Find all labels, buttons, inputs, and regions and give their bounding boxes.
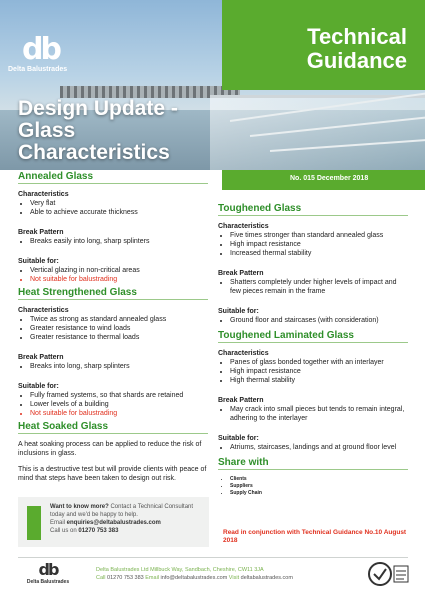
list-item: • Increased thermal stability [230, 249, 408, 258]
callout-lead: Want to know more? [50, 504, 109, 510]
footer-info [96, 566, 356, 582]
callout-call-label: Call us on [50, 528, 79, 534]
toughened-suitable-label: Suitable for: [218, 308, 259, 315]
toughened-break-label: Break Pattern [218, 270, 264, 277]
not-suitable-warning: • Not suitable for balustrading [30, 409, 208, 418]
list-item: • Supply Chain [230, 490, 408, 497]
footer-divider [18, 557, 408, 558]
list-item: • Clients [230, 476, 408, 483]
list-item: • Greater resistance to thermal loads [30, 333, 208, 342]
footer-logo-mark: db [38, 560, 58, 579]
list-item: • Vertical glazing in non-critical areas [30, 266, 208, 275]
list-item: • Shatters completely under higher levels of impact and few pieces remain in the frame [230, 278, 408, 296]
hero-glass-balustrade [210, 95, 425, 170]
page-title-line1: Technical [307, 24, 407, 49]
list-item: • Lower levels of a building [30, 400, 208, 409]
list-item: • Able to achieve accurate thickness [30, 208, 208, 217]
laminated-title: Toughened Laminated Glass [218, 331, 408, 343]
heat-soaked-title: Heat Soaked Glass [18, 422, 208, 434]
footer-email-label: Email [143, 575, 161, 581]
list-item: • Atriums, staircases, landings and at ground floor level [230, 443, 408, 452]
list-item: • Breaks into long, sharp splinters [30, 362, 208, 371]
laminated-break-list [218, 405, 408, 423]
list-item: • Suppliers [230, 483, 408, 490]
heat-strengthened-break-label: Break Pattern [18, 354, 64, 361]
reference-note: Read in conjunction with Technical Guidance No.10 August 2018 [223, 529, 407, 544]
heat-strengthened-suitable-list [18, 391, 208, 418]
heat-strengthened-characteristics-list [18, 315, 208, 342]
laminated-suitable-label: Suitable for: [218, 435, 259, 442]
footer-visit-label: Visit [227, 575, 241, 581]
callout-accent-bar [27, 506, 41, 540]
list-item: • High impact resistance [230, 367, 408, 376]
footer-call-label: Call [96, 575, 108, 581]
list-item: • Breaks easily into long, sharp splinters [30, 237, 208, 246]
not-suitable-warning: • Not suitable for balustrading [30, 275, 208, 284]
laminated-suitable-list [218, 443, 408, 452]
footer-logo [22, 560, 74, 590]
issue-bar [222, 170, 425, 190]
list-item: • High impact resistance [230, 240, 408, 249]
contact-callout [18, 497, 209, 547]
share-list [218, 476, 408, 497]
heat-strengthened-suitable-label: Suitable for: [18, 383, 59, 390]
hero-title: Design Update - Glass Characteristics [18, 97, 178, 164]
list-item: • May crack into small pieces but tends to remain integral, adhering to the interlayer [230, 405, 408, 423]
heat-strengthened-break-list [18, 362, 208, 371]
toughened-characteristics-list [218, 231, 408, 258]
issue-number: No. 015 December 2018 [290, 175, 369, 182]
brand-logo [0, 0, 84, 90]
hero-banner [0, 0, 425, 170]
list-item: • Panes of glass bonded together with an interlayer [230, 358, 408, 367]
heat-strengthened-characteristics-label: Characteristics [18, 307, 69, 314]
toughened-break-list [218, 278, 408, 296]
footer-address: Delta Balustrades Ltd Millbuck Way, Sandbach, Cheshire, CW11 3JA [96, 567, 264, 573]
certification-badge-icon [366, 560, 410, 588]
callout-phone-link[interactable]: 01270 753 383 [78, 528, 119, 534]
footer-contacts [96, 574, 356, 582]
footer-phone-link[interactable]: 01270 753 383 [107, 575, 144, 581]
annealed-title: Annealed Glass [18, 172, 208, 184]
list-item: • Twice as strong as standard annealed glass [30, 315, 208, 324]
callout-body: Contact a Technical Consultant today and we'd be happy to help. [50, 504, 194, 518]
laminated-characteristics-list [218, 358, 408, 385]
annealed-break-list [18, 237, 208, 246]
heat-soaked-paragraph-2: This is a destructive test but will provide clients with peace of mind that steps have been taken to design out risk. [18, 466, 207, 482]
brand-name: Delta Balustrades [8, 66, 68, 73]
annealed-characteristics-list [18, 199, 208, 217]
annealed-suitable-label: Suitable for: [18, 258, 59, 265]
callout-email-link[interactable]: enquiries@deltabalustrades.com [66, 520, 161, 526]
list-item: • Five times stronger than standard annealed glass [230, 231, 408, 240]
brand-mark: db [22, 32, 59, 67]
title-panel [222, 0, 425, 90]
share-title: Share with [218, 458, 408, 470]
left-column [18, 172, 208, 483]
toughened-suitable-list [218, 316, 408, 325]
list-item: • High thermal stability [230, 376, 408, 385]
annealed-characteristics-label: Characteristics [18, 191, 69, 198]
laminated-characteristics-label: Characteristics [218, 350, 269, 357]
annealed-suitable-list [18, 266, 208, 284]
list-item: • Ground floor and staircases (with consideration) [230, 316, 408, 325]
callout-email-label: Email [50, 520, 67, 526]
callout-text [50, 503, 200, 535]
list-item: • Very flat [30, 199, 208, 208]
footer-website-link[interactable]: deltabalustrades.com [240, 575, 293, 581]
page-title-line2: Guidance [306, 48, 407, 73]
heat-strengthened-title: Heat Strengthened Glass [18, 288, 208, 300]
laminated-break-label: Break Pattern [218, 397, 264, 404]
toughened-title: Toughened Glass [218, 204, 408, 216]
toughened-characteristics-label: Characteristics [218, 223, 269, 230]
footer-email-link[interactable]: info@deltabalustrades.com [160, 575, 228, 581]
right-column [218, 204, 408, 497]
list-item: • Fully framed systems, so that shards are retained [30, 391, 208, 400]
list-item: • Greater resistance to wind loads [30, 324, 208, 333]
footer-logo-name: Delta Balustrades [26, 579, 70, 585]
annealed-break-label: Break Pattern [18, 229, 64, 236]
heat-soaked-paragraph-1: A heat soaking process can be applied to reduce the risk of inclusions in glass. [18, 441, 202, 457]
